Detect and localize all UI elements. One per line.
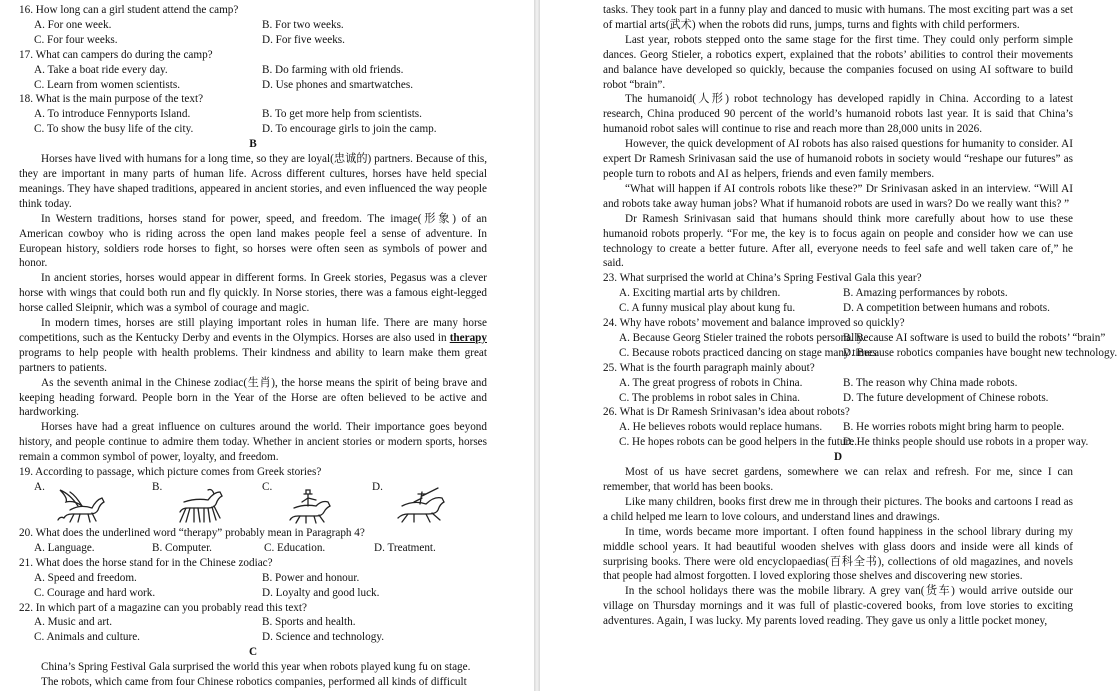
- paragraph-3: In ancient stories, horses would appear in different forms. In Greek stories, Pegasus was a clever horse with wings that could both run and fly quickly. In Norse stories, there was a famous eight-legged horse called Sleipnir, which was a symbol of courage and magic.: [19, 272, 487, 315]
- paragraph-3: The humanoid(人形) robot technology has developed rapidly in China. According to a latest research, China produced 90 percent of the world’s humanoid robots last year. It is said that China’s humanoid robot sales will continue to rise and reach more than 28,000 units in 2026.: [603, 93, 1073, 136]
- paragraph-d-4: In the school holidays there was the mobile library. A grey van(货车) would arrive outside our village on Thursday mornings and it was full of plastic-covered books, from love stories to exciting adventures. Again, I was lucky. My parents loved reading. They gave us only a little pocket money,: [603, 585, 1073, 628]
- option-d: D. For five weeks.: [262, 33, 345, 46]
- paragraph-d-2: Like many children, books first drew me in through their pictures. The books and cartoons I read as a child helped me learn to love colours, and understand lines and drawings.: [603, 495, 1073, 523]
- question-25: [603, 361, 1073, 406]
- left-page: [0, 0, 534, 691]
- option-b: B. The reason why China made robots.: [843, 376, 1018, 389]
- section-heading-b: B: [249, 138, 257, 151]
- picture-option-d: [372, 480, 502, 526]
- option-a: A. The great progress of robots in China.: [619, 376, 803, 389]
- question-stem: 18. What is the main purpose of the text?: [19, 93, 204, 106]
- option-c: C. Education.: [264, 541, 326, 554]
- section-heading-c: C: [248, 646, 258, 659]
- option-c: C. For four weeks.: [34, 33, 118, 46]
- option-a: A. Speed and freedom.: [34, 571, 137, 584]
- option-c: C.: [262, 481, 273, 493]
- option-b: B. Do farming with old friends.: [262, 63, 404, 76]
- question-stem: 22. In which part of a magazine can you probably read this text?: [19, 601, 307, 614]
- option-c: C. The problems in robot sales in China.: [619, 391, 800, 404]
- right-page: [540, 0, 1117, 691]
- picture-option-a: [34, 480, 152, 526]
- question-22: [19, 601, 487, 646]
- option-a: A. To introduce Fennyports Island.: [34, 108, 191, 121]
- option-a: A.: [34, 481, 45, 493]
- paragraph-d-1: Most of us have secret gardens, somewhere we can relax and refresh. For me, since I can remember, that world has been books.: [603, 466, 1073, 493]
- question-stem: 16. How long can a girl student attend the camp?: [19, 4, 239, 16]
- option-b: B. Because AI software is used to build the robots’ “brain”: [843, 331, 1106, 344]
- option-c: C. A funny musical play about kung fu.: [619, 302, 796, 315]
- option-d: D. Science and technology.: [262, 631, 384, 644]
- option-c: C. Because robots practiced dancing on stage many times.: [619, 346, 880, 359]
- question-18: [19, 92, 487, 137]
- question-stem: 23. What surprised the world at China’s Spring Festival Gala this year?: [603, 272, 922, 285]
- option-d: D. A competition between humans and robots.: [843, 302, 1050, 315]
- option-b: B. Computer.: [152, 541, 212, 554]
- option-c: C. Animals and culture.: [34, 631, 140, 644]
- paragraph-c-2: The robots, which came from four Chinese robotics companies, performed all kinds of difficult: [41, 676, 467, 689]
- paragraph-4: [19, 316, 487, 376]
- option-d: D. To encourage girls to join the camp.: [262, 123, 437, 136]
- paragraph-2: Last year, robots stepped onto the same stage for the first time. They could only perform simple dances. Georg Stieler, a robotics expert, explained that the robots’ abilities to control their movements and balance have developed so quickly, because the companies focused on using AI software to build robot “brain”.: [603, 33, 1073, 91]
- paragraph-2: In Western traditions, horses stand for power, speed, and freedom. The image(形象) of an American cowboy who is riding across the open land makes people feel a sense of adventure. In European history, soldiers rode horses to fight, so horses were often seen as symbols of power and honor.: [19, 212, 487, 270]
- underlined-word: therapy: [449, 331, 487, 344]
- option-d: D. He thinks people should use robots in a proper way.: [843, 436, 1089, 449]
- question-stem: 17. What can campers do during the camp?: [19, 48, 213, 61]
- option-d: D. Loyalty and good luck.: [262, 586, 380, 599]
- question-20: [19, 526, 487, 556]
- option-a: A. Music and art.: [34, 616, 112, 629]
- paragraph-4: However, the quick development of AI robots has also raised questions for humanity to consider. AI expert Dr Ramesh Srinivasan said the use of humanoid robots in society would “reshape our futures” as people turn to robots and AI as helpers, friends and even family members.: [603, 138, 1073, 180]
- option-d: D.: [372, 481, 383, 493]
- option-a: A. For one week.: [34, 18, 112, 31]
- soldier-horse-icon: [394, 486, 452, 524]
- question-stem: 21. What does the horse stand for in the Chinese zodiac?: [19, 556, 273, 569]
- option-a: A. Language.: [34, 541, 95, 554]
- paragraph-1: Horses have lived with humans for a long time, so they are loyal(忠诚的) partners. Because of this, they are important in many parts of human life. Across different cultures, horses have held special meanings. They have shaped traditions, appeared in ancient stories, and even influenced the way people think today.: [19, 153, 487, 210]
- option-b: B. Power and honour.: [262, 571, 360, 584]
- paragraph-6: Dr Ramesh Srinivasan said that humans should think more carefully about how to use these humanoid robots properly. “For me, the key is to focus again on people and consider how we can use technology to create a better future. After all, everyone needs to feel safe and well taken care of,” he said.: [603, 212, 1073, 270]
- question-stem: 26. What is Dr Ramesh Srinivasan’s idea about robots?: [603, 406, 850, 419]
- winged-horse-icon: [56, 486, 110, 524]
- picture-option-b: [152, 480, 262, 526]
- question-19: [19, 465, 487, 526]
- option-c: C. Courage and hard work.: [34, 586, 156, 599]
- question-24: [603, 316, 1117, 361]
- paragraph-4-text-after: programs to help people with health problems. Their kindness and ability to learn make them great partners to patients.: [19, 346, 487, 374]
- option-b: B. Amazing performances by robots.: [843, 287, 1008, 300]
- paragraph-c-1: China’s Spring Festival Gala surprised the world this year when robots played kung fu on stage.: [41, 661, 471, 674]
- option-a: A. Take a boat ride every day.: [34, 63, 168, 76]
- question-26: [603, 405, 1089, 450]
- paragraph-4-text-before: In modern times, horses are still playing important roles in human life. There are many horse competitions, such as the Kentucky Derby and events in the Olympics. Horses are also used in: [19, 317, 487, 344]
- question-16: [19, 3, 487, 48]
- question-17: [19, 48, 487, 93]
- question-stem: 25. What is the fourth paragraph mainly about?: [603, 361, 815, 374]
- paragraph-5: “What will happen if AI controls robots like these?” Dr Srinivasan asked in an interview. “Will AI and robots take away human jobs? What if humanoid robots are used in wars? Do we really want this? ”: [603, 182, 1073, 210]
- option-a: A. Because Georg Stieler trained the robots personally.: [619, 331, 866, 344]
- option-c: C. To show the busy life of the city.: [34, 123, 194, 136]
- option-b: B. To get more help from scientists.: [262, 108, 422, 121]
- question-stem: 19. According to passage, which picture comes from Greek stories?: [19, 466, 322, 479]
- question-stem: 20. What does the underlined word “therapy” probably mean in Paragraph 4?: [19, 527, 365, 539]
- eight-legged-horse-icon: [174, 486, 228, 524]
- picture-option-c: [262, 480, 372, 526]
- section-heading-d: D: [833, 451, 843, 464]
- paragraph-continued: tasks. They took part in a funny play and danced to music with humans. The most exciting part was a set of martial arts(武术) when the robots did runs, jumps, turns and fights with child performers.: [603, 4, 1073, 31]
- option-b: B. Sports and health.: [262, 616, 356, 629]
- option-d: D. Treatment.: [374, 541, 436, 554]
- option-b: B. He worries robots might bring harm to people.: [843, 421, 1065, 434]
- question-stem: 24. Why have robots’ movement and balance improved so quickly?: [603, 317, 905, 330]
- paragraph-d-3: In time, words became more important. I often found happiness in the school library during my middle school years. It had beautiful wooden shelves with glass doors and inside were all kinds of surprising books. There were old encyclopaedias(百科全书), collections of old magazines, and novels that people had almost forgotten. I loved exploring those shelves and discovering new stories.: [603, 525, 1073, 583]
- option-b: B. For two weeks.: [262, 18, 344, 31]
- option-c: C. He hopes robots can be good helpers in the future.: [619, 436, 857, 449]
- option-d: D. The future development of Chinese robots.: [843, 391, 1049, 404]
- question-23: [603, 271, 1073, 316]
- option-d: D. Because robotics companies have bought new technology.: [843, 346, 1117, 359]
- paragraph-6: Horses have had a great influence on cultures around the world. Their importance goes beyond history, and people continue to admire them today. Whether in ancient stories or modern sports, horses remain a common symbol of power, loyalty, and freedom.: [19, 421, 487, 464]
- option-a: A. He believes robots would replace humans.: [619, 421, 823, 434]
- cowboy-horse-icon: [284, 486, 338, 524]
- right-column: [603, 3, 1117, 629]
- option-d: D. Use phones and smartwatches.: [262, 78, 413, 91]
- option-a: A. Exciting martial arts by children.: [619, 287, 781, 300]
- question-21: [19, 556, 487, 601]
- paragraph-5: As the seventh animal in the Chinese zodiac(生肖), the horse means the spirit of being brave and keeping heading forward. People born in the Year of the Horse are often believed to be active and hardworking.: [19, 376, 487, 419]
- option-b: B.: [152, 481, 163, 493]
- option-c: C. Learn from women scientists.: [34, 78, 181, 91]
- left-column: [19, 3, 487, 690]
